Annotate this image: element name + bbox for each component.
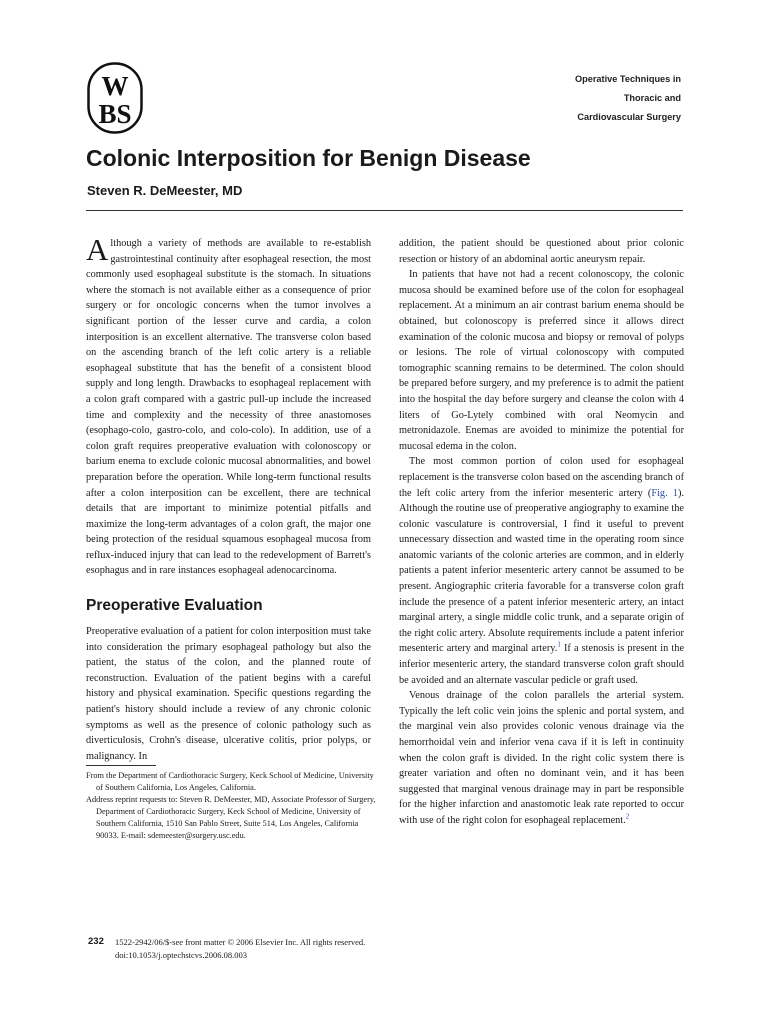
para4-text: Venous drainage of the colon parallels the arterial system. Typically the left colic vein joins the splenic and portal system, and the marginal vein also provides colonic venous drainage via the hemorrhoidal vein and inferior vena cava if it is left in continuity when the colon graft is divided. In the right colic system there is greater variation and often no dominant vein, and it has been suggested that marginal venous drainage may in part be responsible for the higher infarction and anastomotic leak rate reported to occur with use of the right colon for esophageal replacement.	[399, 690, 684, 826]
figure-1-link[interactable]: Fig. 1	[651, 487, 678, 499]
header-rule	[86, 210, 683, 211]
footnotes	[86, 770, 376, 843]
right-paragraph-1: addition, the patient should be questioned about prior colonic resection or history of an abdominal aortic aneurysm repair.	[399, 238, 684, 265]
preop-paragraph: Preoperative evaluation of a patient for colon interposition must take into consideration the primary esophageal pathology but also the patient, the status of the colon, and the planned route of reconstruction. Evaluation of the patient begins with a careful history and physical examination. Specific questions regarding the patient's history should include a review of any chronic colonic symptoms as well as the presence of colonic pathology such as diverticulosis, Crohn's disease, ulcerative colitis, prior polyps, or malignancy. In	[86, 626, 371, 762]
article-title: Colonic Interposition for Benign Disease	[86, 145, 531, 171]
reference-1-link[interactable]: 1	[557, 641, 561, 650]
right-paragraph-2: In patients that have not had a recent colonoscopy, the colonic mucosa should be examined before use of the colon for esophageal replacement. At a minimum an air contrast barium enema should be obtained, but colonoscopy is preferred since it allows direct examination of the colonic mucosa and biopsy or removal of polyps or lesions. The role of virtual colonoscopy with computed tomographic scanning remains to be determined. The colon should be prepared before surgery, and my preference is to admit the patient into the hospital the day before surgery and cleanse the colon with 4 liters of Go-Lytely combined with oral Neomycin and metronidazole. Enemas are avoided to minimize the potential for mucosal edema in the colon.	[399, 269, 684, 452]
svg-text:BS: BS	[98, 99, 132, 129]
article-author: Steven R. DeMeester, MD	[87, 183, 243, 198]
footnote-affiliation: From the Department of Cardiothoracic Surgery, Keck School of Medicine, University of Southern California, Los Angeles, California.	[86, 771, 374, 793]
journal-name-line3: Cardiovascular Surgery	[577, 112, 681, 122]
para3-text-c: If a stenosis is present in the inferior mesenteric artery, the standard transverse colon graft should be avoided and an alternate vascular pedicle or graft used.	[399, 643, 685, 686]
drop-cap: A	[86, 232, 109, 267]
footnote-rule	[86, 765, 156, 766]
copyright-line: 1522-2942/06/$-see front matter © 2006 Elsevier Inc. All rights reserved.	[115, 937, 366, 947]
left-column	[86, 232, 371, 764]
para3-text-a: The most common portion of colon used for esophageal replacement is the transverse colon based on the ascending branch of the left colic artery from the inferior mesenteric artery (	[399, 456, 684, 499]
journal-logo	[87, 62, 143, 134]
svg-text:W: W	[101, 71, 129, 101]
journal-name	[541, 70, 681, 127]
copyright-block	[115, 936, 365, 961]
right-paragraph-4	[399, 688, 684, 828]
right-paragraph-3	[399, 454, 684, 688]
right-column	[399, 236, 684, 829]
para3-text-b: ). Although the routine use of preoperative angiography to examine the colonic vasculature is controversial, I find it useful to prevent unnecessary dissection and wasted time in the operating room since anatomic variants of the colonic arteries are common, and in elderly patients a patent inferior mesenteric artery cannot be assumed to be present. Angiographic criteria favorable for a transverse colon graft include the presence of a patent inferior mesenteric artery, an intact marginal artery, a single middle colic trunk, and a separate origin of the right colic artery. Absolute requirements include a patent inferior mesenteric artery and marginal artery.	[399, 487, 684, 655]
intro-paragraph	[86, 232, 371, 579]
page-number: 232	[88, 936, 104, 947]
doi-line: doi:10.1053/j.optechstcvs.2006.08.003	[115, 949, 247, 960]
journal-name-line2: Thoracic and	[623, 93, 681, 103]
reference-2-link[interactable]: 2	[625, 812, 630, 821]
intro-text: lthough a variety of methods are available to re-establish gastrointestinal continuity after esophageal resection, the most commonly used esophageal substitute is the stomach. In situations where the stomach is not available either as a consequence of prior surgery or for oncologic concerns when the tumor involves a significant portion of the lesser curve and cardia, a colon interposition is an excellent alternative. The transverse colon based on the ascending branch of the left colic artery is a reliable esophageal substitute that has the benefit of a consistent blood supply and long length. Drawbacks to esophageal replacement with a colon graft compared with a gastric pull-up include the increased time and complexity and the necessity of three anastomoses (esophago-colo, gastro-colo, and colo-colo). In addition, use of a colon graft requires preoperative evaluation with colonoscopy or barium enema to exclude colonic mucosal abnormalities, and bowel preparation before the operation. While long-term functional results after a colon interposition can be excellent, there are technical details that are important to minimize potential pitfalls and maximize the long-term advantages of a colon graft, the major one being protection of the residual squamous esophageal mucosa from reflux-induced injury that can lead to the redevelopment of Barrett's esophagus and in rare instances esophageal adenocarcinoma.	[86, 238, 371, 577]
section-heading-preoperative-evaluation: Preoperative Evaluation	[86, 597, 263, 615]
footnote-address: Address reprint requests to: Steven R. DeMeester, MD, Associate Professor of Surgery, Department of Cardiothoracic Surgery, Keck School of Medicine, University of Southern California, 1510 San Pablo Street, Suite 514, Los Angeles, California 90033. E-mail: sdemeester@surgery.usc.edu.	[86, 795, 376, 841]
journal-name-line1: Operative Techniques in	[574, 74, 681, 84]
